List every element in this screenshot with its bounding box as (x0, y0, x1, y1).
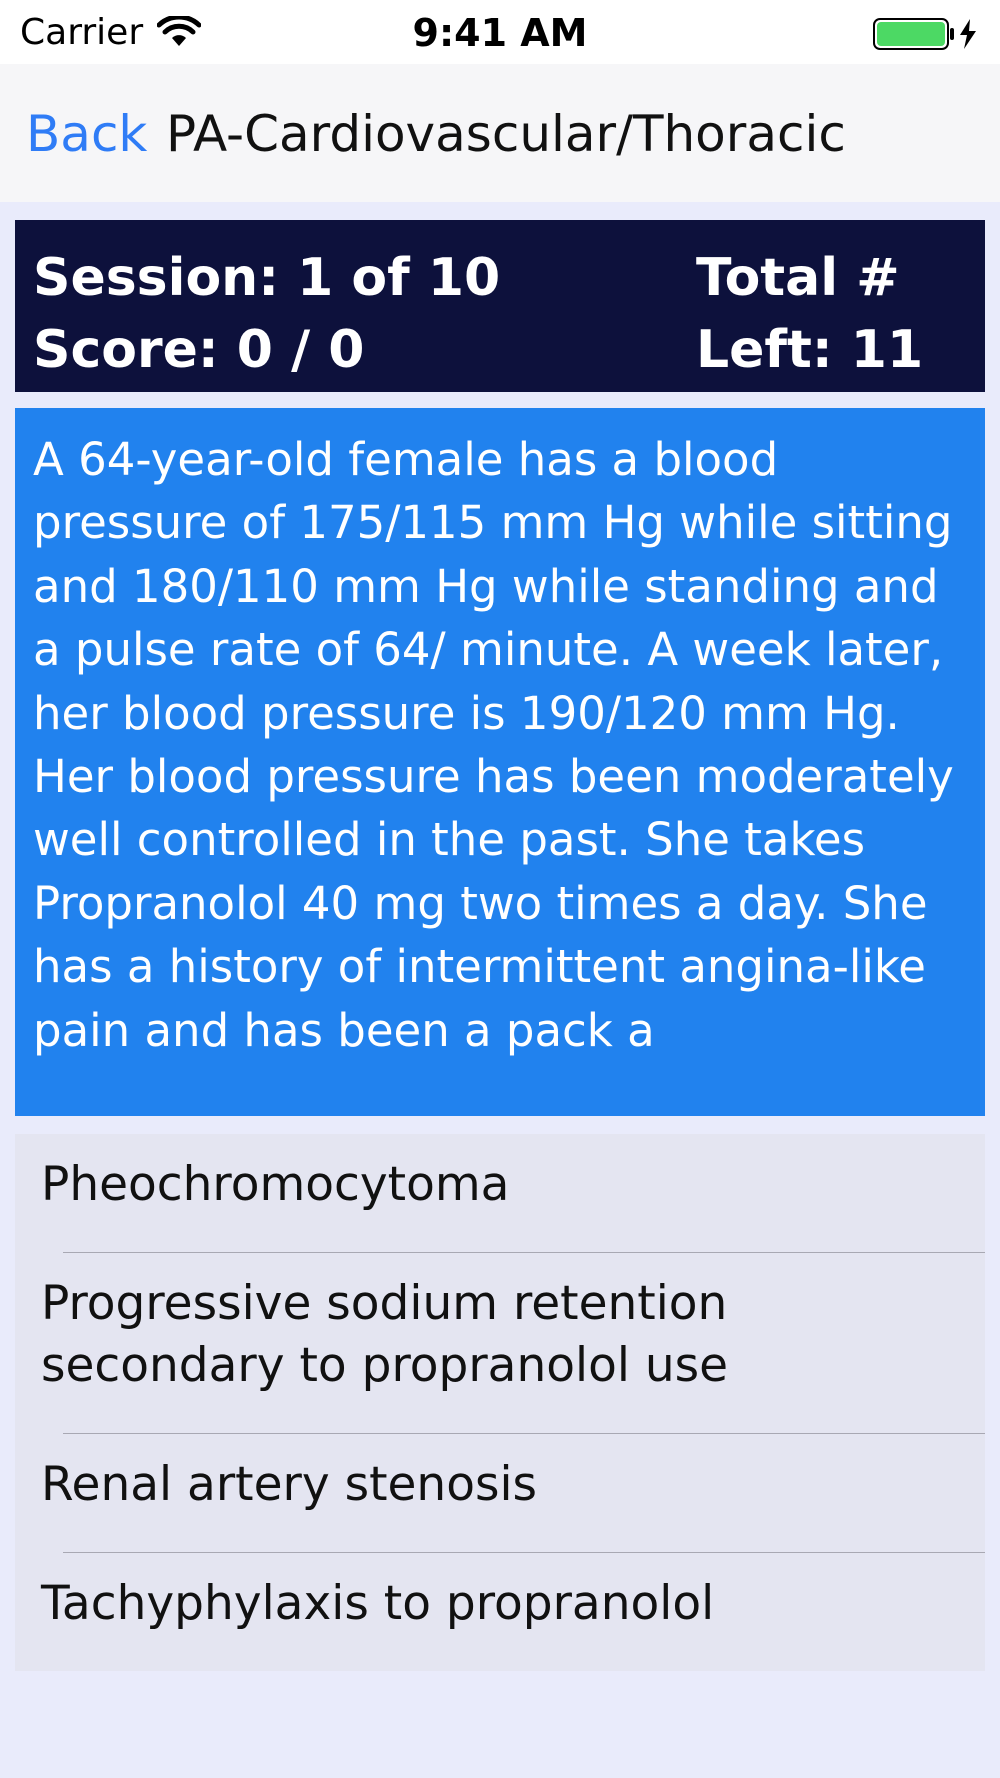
answer-option-renal-artery-stenosis[interactable] (15, 1434, 985, 1552)
battery-icon (872, 16, 982, 52)
session-panel (15, 220, 985, 392)
remaining-counter: Left: 11 (696, 320, 924, 380)
answer-option-tachyphylaxis[interactable] (15, 1553, 985, 1671)
session-info (33, 242, 500, 386)
answer-label: Pheochromocytoma (41, 1157, 510, 1212)
back-button[interactable]: Back (26, 105, 148, 163)
navigation-bar (0, 64, 1000, 202)
status-time: 9:41 AM (412, 11, 588, 55)
answer-label: Renal artery stenosis (41, 1457, 538, 1512)
answer-option-pheochromocytoma[interactable] (15, 1134, 985, 1252)
answer-option-sodium-retention[interactable] (15, 1253, 985, 1433)
page-title: PA-Cardiovascular/Thoracic (166, 105, 846, 163)
status-bar (0, 0, 1000, 64)
question-text: A 64-year-old female has a blood pressure of 175/115 mm Hg while sitting and 180/110 mm Hg while standing and a pulse rate of 64/ minute. A week later, her blood pressure is 190/120 mm Hg. Her blood pressure has been moderately well controlled in the past. She takes Propranolol 40 mg two times a day. She has a history of intermittent angina-like pain and has been a pack a (33, 433, 954, 1057)
carrier-label: Carrier (20, 12, 144, 53)
answer-label: Progressive sodium retention secondary to propranolol use (41, 1276, 729, 1393)
score-counter: Score: 0 / 0 (33, 320, 365, 380)
question-box[interactable] (15, 408, 985, 1116)
answer-label: Tachyphylaxis to propranolol (41, 1576, 715, 1631)
remaining-info (696, 242, 923, 386)
total-label: Total # (696, 248, 900, 308)
session-counter: Session: 1 of 10 (33, 248, 501, 308)
answer-list (15, 1134, 985, 1671)
